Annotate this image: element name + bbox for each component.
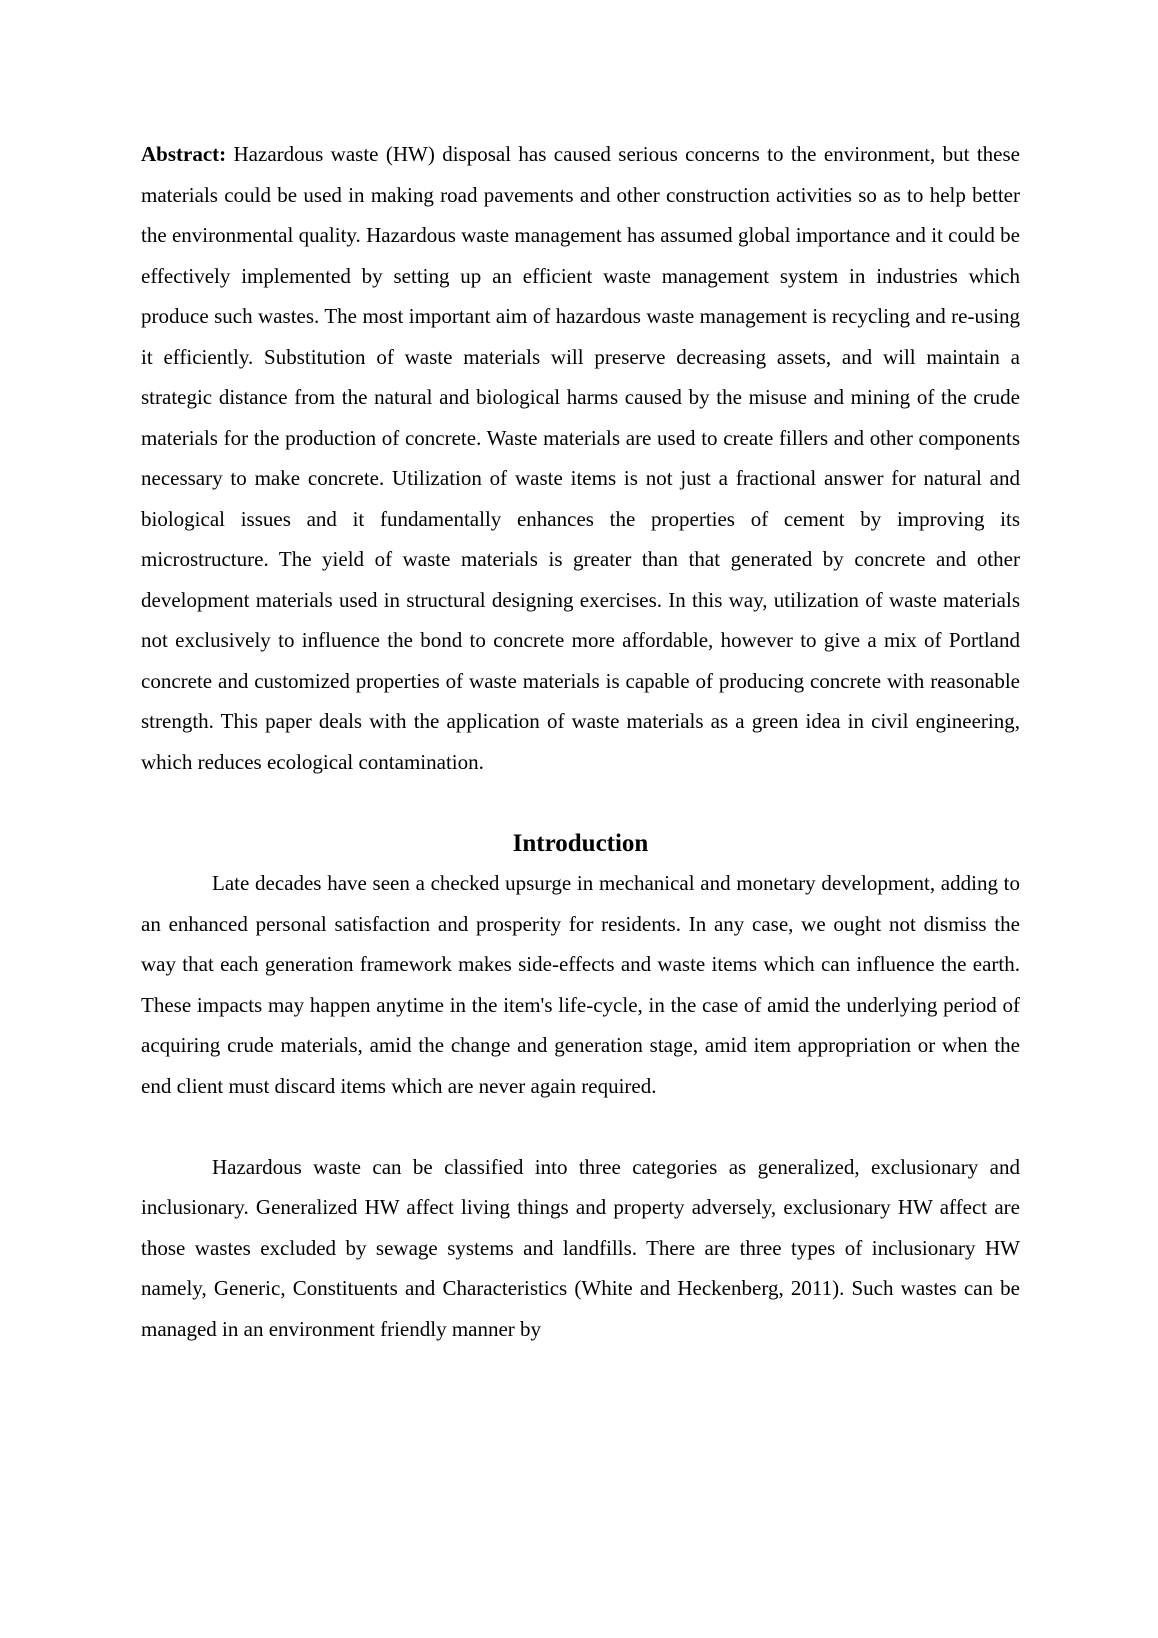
abstract-label: Abstract: xyxy=(141,142,227,166)
abstract-text: Hazardous waste (HW) disposal has caused serious concerns to the environment, but these materials could be used in making road pavements and other construction activities so as to help better the environmental quality. Hazardous waste management has assumed global importance and it could be effectively implemented by setting up an efficient waste management system in industries which produce such wastes. The most important aim of hazardous waste management is recycling and re-using it efficiently. Substitution of waste materials will preserve decreasing assets, and will maintain a strategic distance from the natural and biological harms caused by the misuse and mining of the crude materials for the production of concrete. Waste materials are used to create fillers and other components necessary to make concrete. Utilization of waste items is not just a fractional answer for natural and biological issues and it fundamentally enhances the properties of cement by improving its microstructure. The yield of waste materials is greater than that generated by concrete and other development materials used in structural designing exercises. In this way, utilization of waste materials not exclusively to influence the bond to concrete more affordable, however to give a mix of Portland concrete and customized properties of waste materials is capable of producing concrete with reasonable strength. This paper deals with the application of waste materials as a green idea in civil engineering, which reduces ecological contamination. xyxy=(141,142,1020,774)
introduction-heading: Introduction xyxy=(512,830,649,857)
abstract-paragraph xyxy=(141,134,1020,782)
introduction-paragraph-2: Hazardous waste can be classified into three categories as generalized, exclusionary and inclusionary. Generalized HW affect living things and property adversely, exclusionary HW affect are those wastes excluded by sewage systems and landfills. There are three types of inclusionary HW namely, Generic, Constituents and Characteristics (White and Heckenberg, 2011). Such wastes can be managed in an environment friendly manner by xyxy=(141,1154,1020,1341)
document-page xyxy=(141,134,1020,1349)
introduction-paragraph-1: Late decades have seen a checked upsurge in mechanical and monetary development, adding to an enhanced personal satisfaction and prosperity for residents. In any case, we ought not dismiss the way that each generation framework makes side-effects and waste items which can influence the earth. These impacts may happen anytime in the item's life-cycle, in the case of amid the underlying period of acquiring crude materials, amid the change and generation stage, amid item appropriation or when the end client must discard items which are never again required. xyxy=(141,871,1020,1098)
